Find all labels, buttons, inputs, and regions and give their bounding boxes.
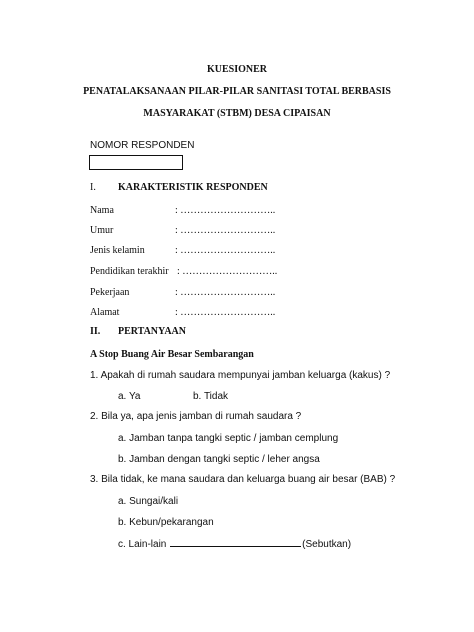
- question-3-option-c-label: c. Lain-lain: [118, 539, 167, 550]
- section1-number: I.: [90, 182, 96, 193]
- field-label-jenis-kelamin: Jenis kelamin: [90, 245, 145, 256]
- field-value-umur: : ………………………..: [175, 225, 276, 236]
- subsection-a-heading: A Stop Buang Air Besar Sembarangan: [90, 349, 254, 360]
- field-label-nama: Nama: [90, 205, 114, 216]
- other-answer-blank[interactable]: [170, 538, 301, 547]
- question-3-option-c[interactable]: [118, 538, 351, 550]
- field-value-pendidikan: : ………………………..: [177, 266, 278, 277]
- other-answer-suffix: (Sebutkan): [302, 539, 352, 550]
- field-value-nama: : ………………………..: [175, 205, 276, 216]
- question-3-option-a[interactable]: a. Sungai/kali: [118, 496, 179, 507]
- question-1: 1. Apakah di rumah saudara mempunyai jamban keluarga (kakus) ?: [90, 370, 391, 381]
- field-value-pekerjaan: : ………………………..: [175, 287, 276, 298]
- question-3-option-b[interactable]: b. Kebun/pekarangan: [118, 517, 214, 528]
- question-3: 3. Bila tidak, ke mana saudara dan keluarga buang air besar (BAB) ?: [90, 474, 396, 485]
- respondent-number-label: NOMOR RESPONDEN: [90, 140, 195, 151]
- document-subtitle-line2: MASYARAKAT (STBM) DESA CIPAISAN: [143, 108, 331, 119]
- respondent-number-box[interactable]: [89, 155, 183, 170]
- document-title: KUESIONER: [206, 64, 267, 75]
- question-2-option-b[interactable]: b. Jamban dengan tangki septic / leher angsa: [118, 454, 320, 465]
- field-label-alamat: Alamat: [90, 307, 120, 318]
- field-label-pekerjaan: Pekerjaan: [90, 287, 130, 298]
- section1-heading: KARAKTERISTIK RESPONDEN: [118, 182, 268, 193]
- section2-number: II.: [90, 326, 101, 337]
- question-2: 2. Bila ya, apa jenis jamban di rumah saudara ?: [90, 411, 302, 422]
- question-2-option-a[interactable]: a. Jamban tanpa tangki septic / jamban cemplung: [118, 433, 339, 444]
- field-value-alamat: : ………………………..: [175, 307, 276, 318]
- section2-heading: PERTANYAAN: [118, 326, 186, 337]
- document-subtitle-line1: PENATALAKSANAAN PILAR-PILAR SANITASI TOTAL BERBASIS: [83, 86, 391, 97]
- field-value-jenis-kelamin: : ………………………..: [175, 245, 276, 256]
- question-1-option-a[interactable]: a. Ya: [118, 391, 141, 402]
- question-1-option-b[interactable]: b. Tidak: [193, 391, 229, 402]
- field-label-umur: Umur: [90, 225, 114, 236]
- field-label-pendidikan: Pendidikan terakhir: [90, 266, 169, 277]
